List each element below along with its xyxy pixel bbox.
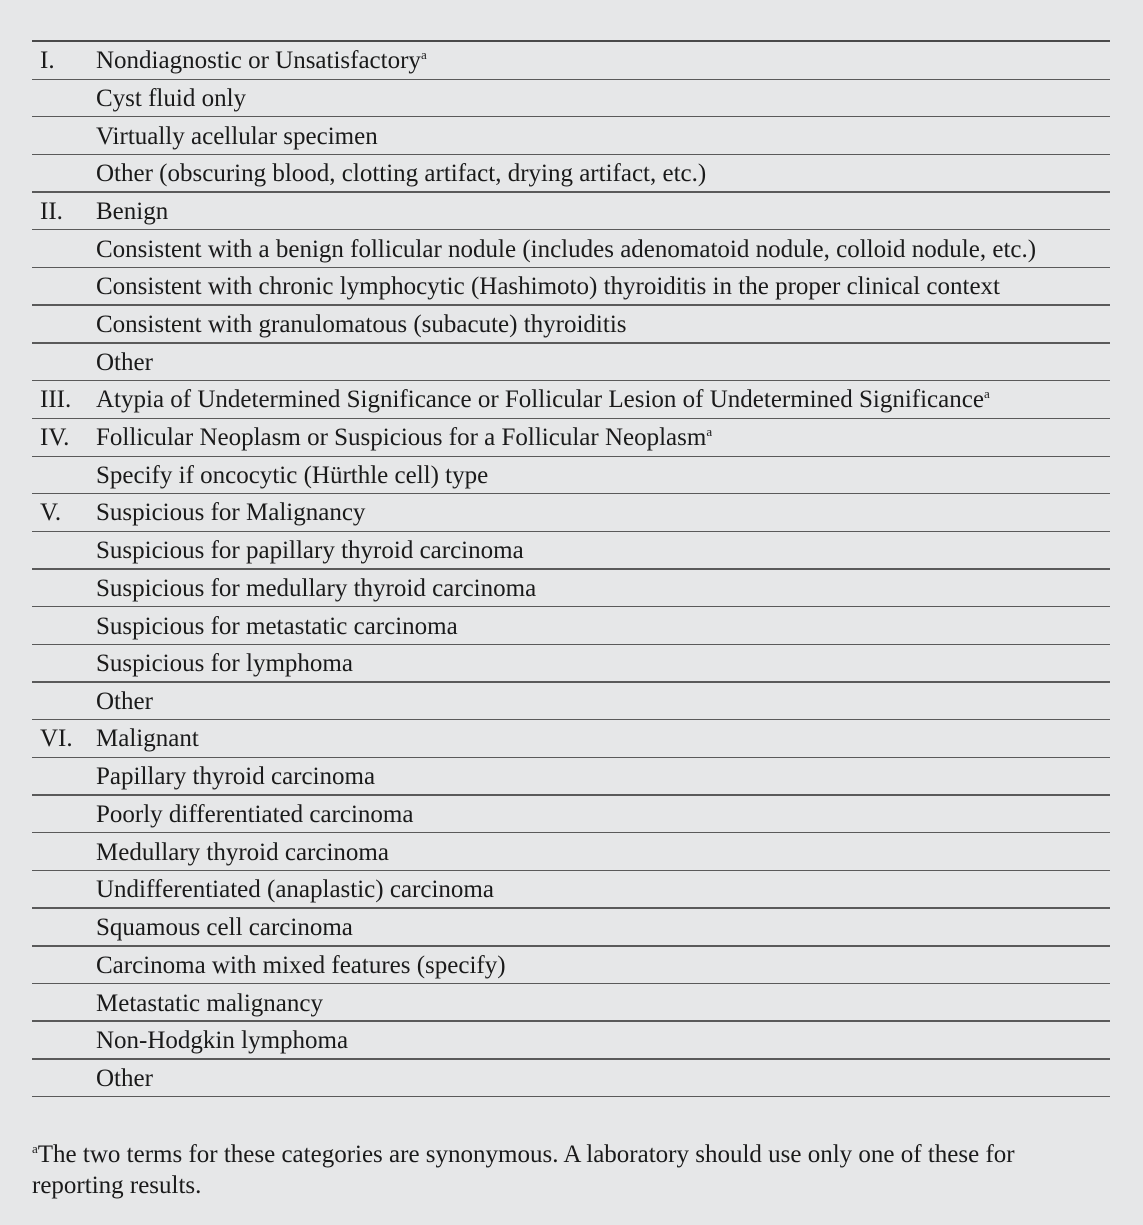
subcategory-row xyxy=(32,683,1110,721)
category-row xyxy=(32,720,1110,758)
category-number: II. xyxy=(40,197,63,225)
category-number: VI. xyxy=(40,725,73,753)
subcategory-row xyxy=(32,1022,1110,1060)
category-number: V. xyxy=(40,499,62,527)
subcategory-row xyxy=(32,607,1110,645)
subcategory-row xyxy=(32,758,1110,796)
subcategory-label xyxy=(96,877,1110,902)
row-text: Benign xyxy=(96,197,169,225)
subcategory-label xyxy=(96,86,1110,111)
row-text: Other xyxy=(96,688,153,716)
subcategory-row xyxy=(32,570,1110,608)
row-text: Suspicious for lymphoma xyxy=(96,650,353,678)
subcategory-label xyxy=(96,764,1110,789)
row-text: Consistent with a benign follicular nodule (includes adenomatoid nodule, colloid nodule, etc.) xyxy=(96,235,1037,263)
subcategory-row xyxy=(32,155,1110,193)
subcategory-label xyxy=(96,538,1110,563)
footnote-reference: a xyxy=(706,423,713,439)
subcategory-label xyxy=(96,274,1110,299)
row-text: Cyst fluid only xyxy=(96,85,247,113)
row-divider xyxy=(32,493,1110,495)
row-text: Specify if oncocytic (Hürthle cell) type xyxy=(96,461,489,489)
subcategory-label xyxy=(96,312,1110,337)
subcategory-label xyxy=(96,1028,1110,1053)
subcategory-label xyxy=(96,463,1110,488)
subcategory-label xyxy=(96,350,1110,375)
category-label xyxy=(96,199,1110,224)
subcategory-label xyxy=(96,1066,1110,1091)
row-text: Suspicious for papillary thyroid carcinoma xyxy=(96,537,524,565)
category-label xyxy=(96,48,1110,73)
row-text: Atypia of Undetermined Significance or Follicular Lesion of Undetermined Significance xyxy=(96,386,984,414)
subcategory-row xyxy=(32,833,1110,871)
row-divider xyxy=(32,380,1110,382)
row-text: Consistent with chronic lymphocytic (Hashimoto) thyroiditis in the proper clinical context xyxy=(96,273,1000,301)
row-text: Medullary thyroid carcinoma xyxy=(96,838,389,866)
subcategory-row xyxy=(32,796,1110,834)
subcategory-label xyxy=(96,915,1110,940)
category-number: IV. xyxy=(40,423,70,451)
row-text: Virtually acellular specimen xyxy=(96,122,378,150)
subcategory-row xyxy=(32,947,1110,985)
row-text: Metastatic malignancy xyxy=(96,989,324,1017)
category-row xyxy=(32,381,1110,419)
row-divider xyxy=(32,1096,1110,1098)
classification-table xyxy=(32,40,1110,1097)
row-text: Other xyxy=(96,348,153,376)
row-text: Squamous cell carcinoma xyxy=(96,914,353,942)
subcategory-label xyxy=(96,802,1110,827)
subcategory-label xyxy=(96,991,1110,1016)
row-text: Non-Hodgkin lymphoma xyxy=(96,1027,349,1055)
footnote-reference: a xyxy=(420,46,427,62)
category-label xyxy=(96,500,1110,525)
subcategory-row xyxy=(32,268,1110,306)
row-text: Consistent with granulomatous (subacute) thyroiditis xyxy=(96,311,627,339)
subcategory-label xyxy=(96,614,1110,639)
subcategory-label xyxy=(96,237,1110,262)
row-text: Suspicious for metastatic carcinoma xyxy=(96,612,458,640)
footnote-marker: a xyxy=(32,1141,38,1156)
category-row xyxy=(32,494,1110,532)
subcategory-label xyxy=(96,840,1110,865)
row-text: Nondiagnostic or Unsatisfactory xyxy=(96,46,421,74)
footnote xyxy=(32,1133,1112,1201)
subcategory-label xyxy=(96,124,1110,149)
subcategory-label xyxy=(96,953,1110,978)
subcategory-label xyxy=(96,689,1110,714)
subcategory-label xyxy=(96,161,1110,186)
subcategory-row xyxy=(32,984,1110,1022)
subcategory-row xyxy=(32,80,1110,118)
subcategory-row xyxy=(32,306,1110,344)
footnote-reference: a xyxy=(983,386,990,402)
subcategory-row xyxy=(32,1060,1110,1098)
category-label xyxy=(96,726,1110,751)
row-text: Poorly differentiated carcinoma xyxy=(96,801,414,829)
footnote-text: The two terms for these categories are synonymous. A laboratory should use only one of these for reporting results. xyxy=(32,1141,1015,1199)
category-row xyxy=(32,419,1110,457)
subcategory-row xyxy=(32,344,1110,382)
subcategory-label xyxy=(96,651,1110,676)
category-number: I. xyxy=(40,46,55,74)
row-text: Follicular Neoplasm or Suspicious for a Follicular Neoplasm xyxy=(96,423,707,451)
subcategory-row xyxy=(32,871,1110,909)
category-number: III. xyxy=(40,386,72,414)
row-text: Papillary thyroid carcinoma xyxy=(96,763,376,791)
subcategory-row xyxy=(32,645,1110,683)
subcategory-row xyxy=(32,532,1110,570)
category-row xyxy=(32,42,1110,80)
subcategory-row xyxy=(32,909,1110,947)
row-text: Malignant xyxy=(96,725,199,753)
row-text: Undifferentiated (anaplastic) carcinoma xyxy=(96,876,494,904)
row-text: Suspicious for medullary thyroid carcinoma xyxy=(96,574,537,602)
row-text: Other (obscuring blood, clotting artifact, drying artifact, etc.) xyxy=(96,160,707,188)
row-text: Other xyxy=(96,1064,153,1092)
subcategory-row xyxy=(32,230,1110,268)
subcategory-label xyxy=(96,576,1110,601)
category-label xyxy=(96,425,1110,450)
row-divider xyxy=(32,719,1110,721)
row-divider xyxy=(32,191,1110,193)
subcategory-row xyxy=(32,117,1110,155)
category-label xyxy=(96,387,1110,412)
row-text: Carcinoma with mixed features (specify) xyxy=(96,951,506,979)
subcategory-row xyxy=(32,457,1110,495)
category-row xyxy=(32,193,1110,231)
row-text: Suspicious for Malignancy xyxy=(96,499,366,527)
